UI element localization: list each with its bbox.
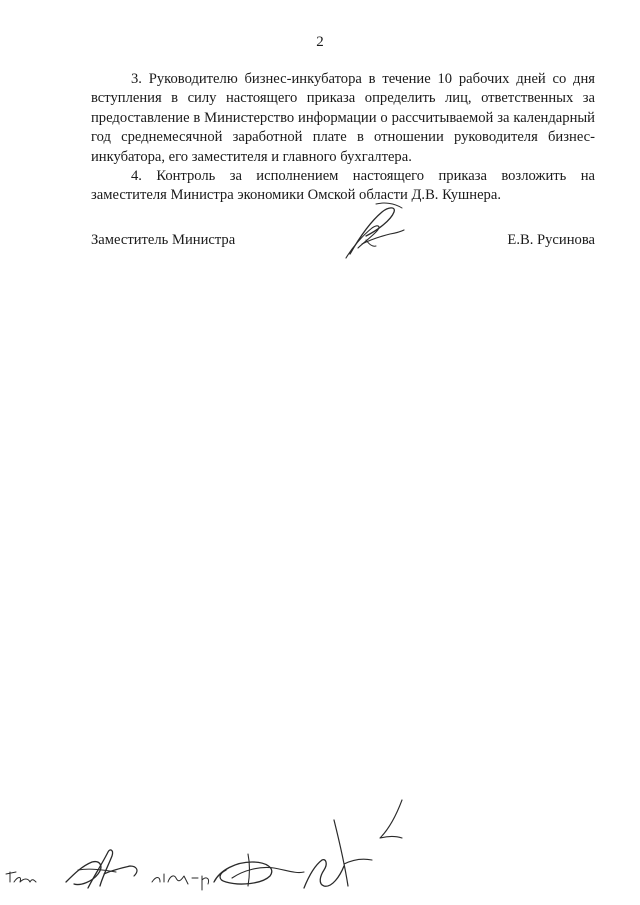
page-number: 2 <box>316 34 324 50</box>
handwritten-visa-icon <box>4 790 424 902</box>
document-body <box>91 70 595 206</box>
paragraph-3: 3. Руководителю бизнес-инкубатора в течение 10 рабочих дней со дня вступления в силу настоящего приказа определить лиц, ответственных за предоставление в Министерство информации о рассчитываемой за календарный год среднемесячной заработной плате в отношении руководителя бизнес-инкубатора, его заместителя и главного бухгалтера. <box>91 71 595 165</box>
signatory-title: Заместитель Министра <box>91 232 236 248</box>
signatory-name: Е.В. Русинова <box>507 232 595 248</box>
paragraph-4: 4. Контроль за исполнением настоящего приказа возложить на заместителя Министра экономики Омской области Д.В. Кушнера. <box>91 168 595 204</box>
handwritten-signature-icon <box>336 200 416 262</box>
